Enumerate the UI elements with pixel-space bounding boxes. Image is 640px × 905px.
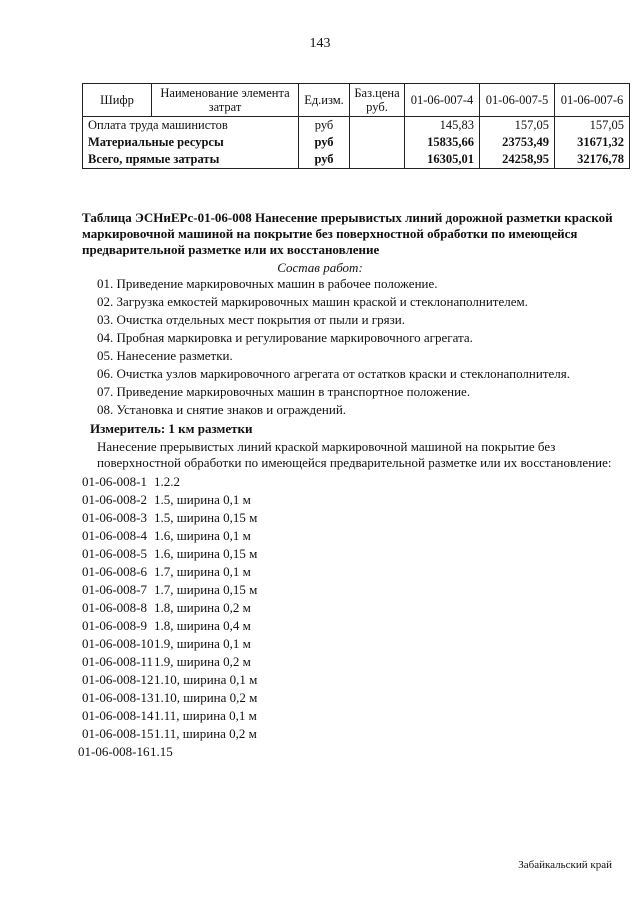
list-item [82,690,257,706]
work-item: 01. Приведение маркировочных машин в рабочее положение. [97,276,438,291]
item-code: 01-06-008-8 [82,600,147,615]
row-unit: руб [299,117,350,135]
item-code: 01-06-008-7 [82,582,147,597]
list-item [82,474,180,490]
list-item [82,636,251,652]
table-row [83,134,630,151]
list-item [82,492,251,508]
item-code: 01-06-008-6 [82,564,147,579]
item-description: 1.11, ширина 0,1 м [154,708,257,723]
item-description: 1.15 [150,744,173,759]
item-code: 01-06-008-10 [82,636,154,651]
item-code: 01-06-008-2 [82,492,147,507]
item-code: 01-06-008-3 [82,510,147,525]
header-name: Наименование элемента затрат [152,84,299,117]
item-description: 1.7, ширина 0,15 м [154,582,258,597]
intro-paragraph: Нанесение прерывистых линий краской маркировочной машиной на покрытие без поверхностной обработки по имеющейся предварительной разметке или их восстановление: [97,439,612,470]
table-title: Таблица ЭСНиЕРс-01-06-008 Нанесение прерывистых линий дорожной разметки краской маркировочной машиной на покрытие без поверхностной обработки по имеющейся предварительной разметке или их восстановление [82,210,613,257]
row-value-1: 15835,66 [405,134,480,151]
row-base-price [350,151,405,169]
work-item: 02. Загрузка емкостей маркировочных машин краской и стеклонаполнителем. [97,294,528,309]
row-name: Материальные ресурсы [83,134,299,151]
list-item [82,546,257,562]
list-item [82,726,257,742]
list-item [82,672,257,688]
table-row [83,151,630,169]
item-description: 1.11, ширина 0,2 м [154,726,257,741]
item-description: 1.8, ширина 0,4 м [154,618,251,633]
item-code: 01-06-008-5 [82,546,147,561]
cost-table-header-row [83,84,630,117]
work-item: 06. Очистка узлов маркировочного агрегата от остатков краски и стеклонаполнителя. [97,366,571,381]
item-description: 1.5, ширина 0,15 м [154,510,258,525]
cost-table [82,83,630,169]
item-description: 1.10, ширина 0,1 м [154,672,258,687]
item-code: 01-06-008-15 [82,726,154,741]
item-code: 01-06-008-9 [82,618,147,633]
item-code: 01-06-008-12 [82,672,154,687]
work-item: 05. Нанесение разметки. [97,348,233,363]
header-code: Шифр [83,84,152,117]
footer-region: Забайкальский край [518,859,612,871]
page-number: 143 [309,36,331,51]
item-description: 1.6, ширина 0,15 м [154,546,258,561]
item-description: 1.9, ширина 0,2 м [154,654,251,669]
header-base-price: Баз.цена руб. [350,84,405,117]
header-col-3: 01-06-007-6 [555,84,630,117]
table-row [83,117,630,135]
composition-heading: Состав работ: [277,260,363,275]
item-description: 1.8, ширина 0,2 м [154,600,251,615]
row-name: Всего, прямые затраты [83,151,299,169]
list-item [82,654,251,670]
row-value-3: 31671,32 [555,134,630,151]
row-value-1: 16305,01 [405,151,480,169]
list-item [82,600,251,616]
work-item: 08. Установка и снятие знаков и ограждений. [97,402,347,417]
measurement-unit: Измеритель: 1 км разметки [90,421,253,436]
item-code: 01-06-008-4 [82,528,147,543]
list-item [82,618,251,634]
work-item: 04. Пробная маркировка и регулирование маркировочного агрегата. [97,330,473,345]
header-col-1: 01-06-007-4 [405,84,480,117]
item-code: 01-06-008-14 [82,708,154,723]
item-description: 1.10, ширина 0,2 м [154,690,258,705]
item-description: 1.5, ширина 0,1 м [154,492,251,507]
header-unit: Ед.изм. [299,84,350,117]
work-item: 03. Очистка отдельных мест покрытия от пыли и грязи. [97,312,405,327]
header-col-2: 01-06-007-5 [480,84,555,117]
list-item [82,708,257,724]
row-value-2: 24258,95 [480,151,555,169]
row-name: Оплата труда машинистов [83,117,299,135]
list-item [82,564,251,580]
item-description: 1.6, ширина 0,1 м [154,528,251,543]
item-code: 01-06-008-1 [82,474,147,489]
list-item [78,744,173,760]
list-item [82,582,257,598]
row-unit: руб [299,151,350,169]
list-item [82,510,257,526]
row-value-2: 23753,49 [480,134,555,151]
item-code: 01-06-008-11 [82,654,154,669]
row-base-price [350,117,405,135]
row-value-3: 157,05 [555,117,630,135]
item-description: 1.7, ширина 0,1 м [154,564,251,579]
row-value-1: 145,83 [405,117,480,135]
row-base-price [350,134,405,151]
item-description: 1.2.2 [154,474,180,489]
work-item: 07. Приведение маркировочных машин в транспортное положение. [97,384,471,399]
item-code: 01-06-008-16 [78,744,150,759]
list-item [82,528,251,544]
item-code: 01-06-008-13 [82,690,154,705]
row-value-3: 32176,78 [555,151,630,169]
row-unit: руб [299,134,350,151]
item-description: 1.9, ширина 0,1 м [154,636,251,651]
row-value-2: 157,05 [480,117,555,135]
